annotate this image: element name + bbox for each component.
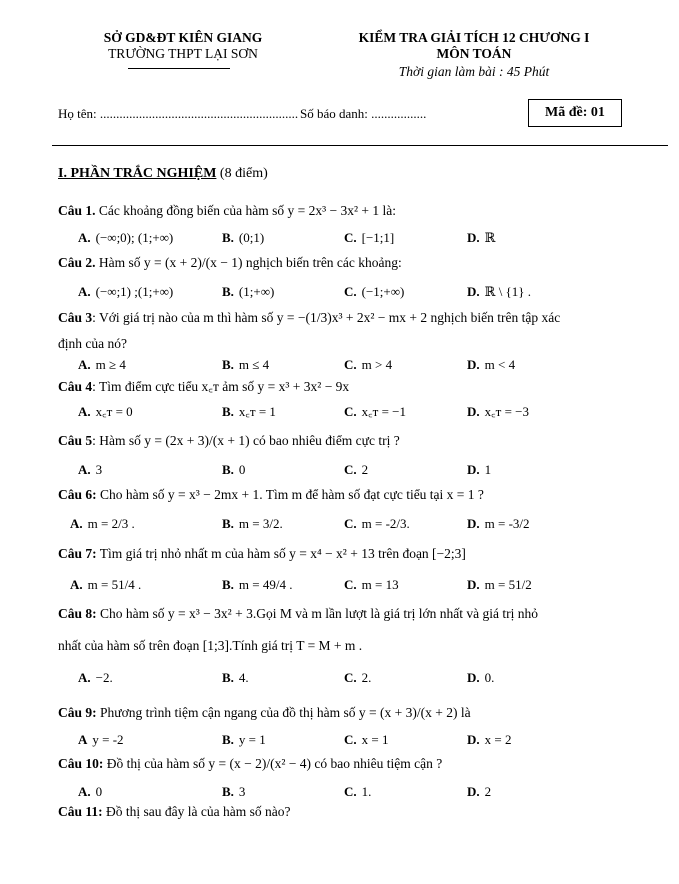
option-value: ℝ \ {1} . bbox=[484, 284, 532, 299]
option-letter: A. bbox=[78, 784, 91, 799]
option-letter: B. bbox=[222, 577, 234, 592]
option-letter: A. bbox=[78, 230, 91, 245]
question-1 bbox=[58, 203, 396, 219]
option-letter: D. bbox=[467, 784, 480, 799]
answer-option-d[interactable] bbox=[467, 516, 530, 532]
school-name: TRƯỜNG THPT LẠI SƠN bbox=[108, 46, 258, 61]
exam-title: KIỂM TRA GIẢI TÍCH 12 CHƯƠNG I bbox=[358, 30, 590, 45]
option-letter: D. bbox=[467, 732, 480, 747]
section-heading bbox=[58, 166, 268, 182]
answer-option-a[interactable] bbox=[78, 402, 133, 420]
answer-option-c[interactable] bbox=[344, 670, 371, 686]
option-letter: A bbox=[78, 732, 88, 747]
option-value: m = 51/2 bbox=[484, 577, 532, 592]
question-5 bbox=[58, 433, 400, 449]
option-letter: C. bbox=[344, 577, 357, 592]
question-6 bbox=[58, 487, 484, 503]
option-value: x = 2 bbox=[484, 732, 512, 747]
answer-option-a[interactable] bbox=[78, 230, 173, 246]
question-text: Đồ thị của hàm số y = (x − 2)/(x² − 4) có bao nhiêu tiệm cận ? bbox=[103, 756, 443, 771]
option-letter: A. bbox=[70, 577, 83, 592]
answer-option-d[interactable] bbox=[467, 784, 491, 800]
option-letter: C. bbox=[344, 462, 357, 477]
option-letter: B. bbox=[222, 404, 234, 419]
answer-option-a[interactable] bbox=[78, 462, 102, 478]
answer-option-d[interactable] bbox=[467, 402, 529, 420]
option-value: ℝ bbox=[484, 230, 496, 245]
question-label: Câu 8: bbox=[58, 606, 97, 621]
question-text: Hàm số y = (x + 2)/(x − 1) nghịch biến trên các khoảng: bbox=[95, 255, 402, 270]
option-value: m = 51/4 . bbox=[87, 577, 142, 592]
answer-option-c[interactable] bbox=[344, 784, 371, 800]
option-value: 0 bbox=[238, 462, 246, 477]
option-letter: B. bbox=[222, 462, 234, 477]
answer-option-d[interactable] bbox=[467, 732, 511, 748]
question-label: Câu 11: bbox=[58, 804, 103, 819]
answer-option-b[interactable] bbox=[222, 784, 245, 800]
option-value: 0. bbox=[484, 670, 495, 685]
question-text: Các khoảng đồng biến của hàm số y = 2x³ − 3x² + 1 là: bbox=[95, 203, 397, 218]
option-value: (−∞;1) ;(1;+∞) bbox=[95, 284, 174, 299]
option-letter: C. bbox=[344, 784, 357, 799]
question-text: : Tìm điểm cực tiểu x꜀ᴛ ảm số y = x³ + 3x² − 9x bbox=[92, 379, 350, 394]
question-text: : Hàm số y = (2x + 3)/(x + 1) có bao nhiêu điểm cực trị ? bbox=[92, 433, 400, 448]
question-text: Phương trình tiệm cận ngang của đồ thị hàm số y = (x + 3)/(x + 2) là bbox=[96, 705, 471, 720]
answer-option-a[interactable] bbox=[78, 284, 173, 300]
option-value: 3 bbox=[95, 462, 103, 477]
exam-subject: MÔN TOÁN bbox=[436, 46, 512, 61]
option-value: (−1;+∞) bbox=[361, 284, 405, 299]
header-divider bbox=[128, 68, 230, 69]
option-letter: A. bbox=[70, 516, 83, 531]
answer-option-c[interactable] bbox=[344, 462, 368, 478]
answer-option-a[interactable] bbox=[78, 357, 126, 373]
section-title: I. PHẦN TRẮC NGHIỆM bbox=[58, 166, 217, 181]
option-letter: D. bbox=[467, 577, 480, 592]
question-label: Câu 6: bbox=[58, 487, 97, 502]
question-2 bbox=[58, 255, 402, 271]
exam-duration: Thời gian làm bài : 45 Phút bbox=[398, 64, 550, 79]
option-value: 0 bbox=[95, 784, 103, 799]
option-value: m = -3/2 bbox=[484, 516, 530, 531]
option-letter: C. bbox=[344, 732, 357, 747]
answer-option-c[interactable] bbox=[344, 284, 404, 300]
option-letter: B. bbox=[222, 784, 234, 799]
question-label: Câu 7: bbox=[58, 546, 97, 561]
option-letter: D. bbox=[467, 670, 480, 685]
option-value: m = 49/4 . bbox=[238, 577, 293, 592]
answer-option-d[interactable] bbox=[467, 284, 531, 300]
question-label: Câu 5 bbox=[58, 433, 93, 448]
answer-option-a[interactable] bbox=[70, 577, 141, 593]
option-value: m ≥ 4 bbox=[95, 357, 126, 372]
option-value: x꜀ᴛ = 0 bbox=[95, 404, 133, 419]
question-label: Câu 1. bbox=[58, 203, 96, 218]
option-letter: D. bbox=[467, 230, 480, 245]
question-text: Cho hàm số y = x³ − 3x² + 3.Gọi M và m lần lượt là giá trị lớn nhất và giá trị nhỏ bbox=[96, 606, 538, 621]
option-letter: C. bbox=[344, 516, 357, 531]
option-letter: A. bbox=[78, 357, 91, 372]
option-value: m = 2/3 . bbox=[87, 516, 135, 531]
option-value: x꜀ᴛ = 1 bbox=[238, 404, 276, 419]
answer-option-c[interactable] bbox=[344, 732, 388, 748]
option-value: −2. bbox=[95, 670, 113, 685]
option-value: 1 bbox=[484, 462, 492, 477]
answer-option-a[interactable] bbox=[70, 516, 135, 532]
option-letter: C. bbox=[344, 284, 357, 299]
option-value: y = 1 bbox=[238, 732, 266, 747]
option-value: 1. bbox=[361, 784, 372, 799]
answer-option-d[interactable] bbox=[467, 670, 494, 686]
option-value: y = -2 bbox=[92, 732, 124, 747]
option-letter: B. bbox=[222, 732, 234, 747]
question-label: Câu 9: bbox=[58, 705, 97, 720]
option-value: m = 3/2. bbox=[238, 516, 283, 531]
answer-option-b[interactable] bbox=[222, 732, 266, 748]
exam-code-box: Mã đề: 01 bbox=[528, 99, 622, 127]
question-label: Câu 10: bbox=[58, 756, 104, 771]
answer-option-b[interactable] bbox=[222, 284, 274, 300]
option-value: 2 bbox=[484, 784, 492, 799]
answer-option-b[interactable] bbox=[222, 357, 269, 373]
answer-option-b[interactable] bbox=[222, 462, 245, 478]
option-value: m = -2/3. bbox=[361, 516, 410, 531]
option-letter: A. bbox=[78, 670, 91, 685]
question-label: Câu 2. bbox=[58, 255, 96, 270]
student-id-field: Số báo danh: ................. bbox=[300, 106, 427, 121]
option-letter: C. bbox=[344, 230, 357, 245]
question-text: : Với giá trị nào của m thì hàm số y = −(1/3)x³ + 2x² − mx + 2 nghịch biến trên tập xác bbox=[92, 310, 561, 325]
option-letter: D. bbox=[467, 404, 480, 419]
option-letter: B. bbox=[222, 357, 234, 372]
student-name-field: Họ tên: ............................................................. bbox=[58, 106, 299, 121]
section-points: (8 điểm) bbox=[216, 166, 268, 181]
question-text: Đồ thị sau đây là của hàm số nào? bbox=[102, 804, 291, 819]
option-value: m > 4 bbox=[361, 357, 393, 372]
question-9 bbox=[58, 705, 471, 721]
answer-option-b[interactable] bbox=[222, 516, 283, 532]
answer-option-d[interactable] bbox=[467, 577, 532, 593]
option-letter: D. bbox=[467, 516, 480, 531]
answer-option-b[interactable] bbox=[222, 670, 249, 686]
option-letter: A. bbox=[78, 404, 91, 419]
answer-option-b[interactable] bbox=[222, 402, 276, 420]
option-value: 3 bbox=[238, 784, 246, 799]
option-value: 4. bbox=[238, 670, 249, 685]
option-letter: B. bbox=[222, 230, 234, 245]
answer-option-c[interactable] bbox=[344, 402, 406, 420]
question-3 bbox=[58, 310, 560, 326]
option-value: x꜀ᴛ = −1 bbox=[361, 404, 406, 419]
answer-option-a[interactable] bbox=[78, 670, 113, 686]
question-3-continued: định của nó? bbox=[58, 336, 127, 351]
question-label: Câu 3 bbox=[58, 310, 93, 325]
option-value: x꜀ᴛ = −3 bbox=[484, 404, 529, 419]
answer-option-c[interactable] bbox=[344, 230, 394, 246]
section-divider bbox=[52, 145, 668, 146]
option-value: (0;1) bbox=[238, 230, 265, 245]
option-value: m = 13 bbox=[361, 577, 399, 592]
answer-option-d[interactable] bbox=[467, 230, 495, 246]
option-value: 2. bbox=[361, 670, 372, 685]
option-letter: D. bbox=[467, 284, 480, 299]
option-letter: B. bbox=[222, 284, 234, 299]
answer-option-c[interactable] bbox=[344, 357, 392, 373]
question-label: Câu 4 bbox=[58, 379, 93, 394]
question-10 bbox=[58, 756, 442, 772]
answer-option-b[interactable] bbox=[222, 577, 292, 593]
option-letter: D. bbox=[467, 357, 480, 372]
question-8-continued: nhất của hàm số trên đoạn [1;3].Tính giá trị T = M + m . bbox=[58, 638, 363, 653]
option-value: [−1;1] bbox=[361, 230, 395, 245]
answer-option-d[interactable] bbox=[467, 357, 515, 373]
option-value: 2 bbox=[361, 462, 369, 477]
option-value: x = 1 bbox=[361, 732, 389, 747]
department-name: SỞ GD&ĐT KIÊN GIANG bbox=[103, 30, 263, 45]
option-letter: C. bbox=[344, 357, 357, 372]
option-value: m ≤ 4 bbox=[238, 357, 270, 372]
question-7 bbox=[58, 546, 466, 562]
answer-option-a[interactable] bbox=[78, 784, 102, 800]
option-value: (−∞;0); (1;+∞) bbox=[95, 230, 174, 245]
option-letter: C. bbox=[344, 670, 357, 685]
option-letter: A. bbox=[78, 284, 91, 299]
question-text: Cho hàm số y = x³ − 2mx + 1. Tìm m để hàm số đạt cực tiểu tại x = 1 ? bbox=[96, 487, 484, 502]
answer-option-c[interactable] bbox=[344, 577, 399, 593]
answer-option-b[interactable] bbox=[222, 230, 264, 246]
answer-option-c[interactable] bbox=[344, 516, 410, 532]
option-letter: C. bbox=[344, 404, 357, 419]
option-letter: A. bbox=[78, 462, 91, 477]
question-text: Tìm giá trị nhỏ nhất m của hàm số y = x⁴ − x² + 13 trên đoạn [−2;3] bbox=[96, 546, 466, 561]
option-letter: B. bbox=[222, 516, 234, 531]
option-letter: B. bbox=[222, 670, 234, 685]
answer-option-d[interactable] bbox=[467, 462, 491, 478]
option-letter: D. bbox=[467, 462, 480, 477]
question-8 bbox=[58, 606, 538, 622]
option-value: m < 4 bbox=[484, 357, 516, 372]
answer-option-a[interactable] bbox=[78, 732, 124, 748]
option-value: (1;+∞) bbox=[238, 284, 275, 299]
question-11 bbox=[58, 804, 290, 820]
question-4 bbox=[58, 377, 349, 395]
